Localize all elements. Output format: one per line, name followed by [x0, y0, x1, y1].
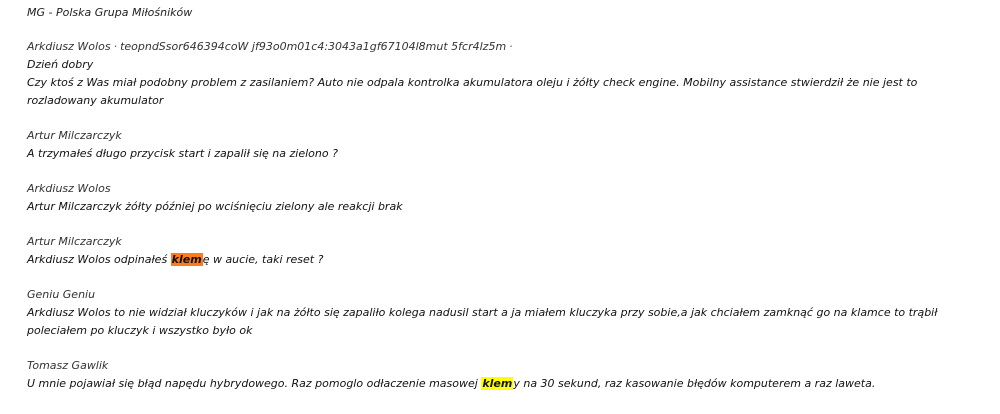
comment-author[interactable]: Tomasz Gawlik	[27, 359, 109, 372]
post-greeting: Dzień dobry	[27, 58, 94, 71]
comment-text-before: Arkdiusz Wolos odpinałeś	[27, 253, 171, 266]
comment-text: Artur Milczarczyk żółty później po wciśnięciu zielony ale reakcji brak	[27, 200, 403, 213]
search-highlight-primary: klem	[171, 253, 202, 266]
comment	[27, 357, 990, 393]
comment-text: A trzymałeś długo przycisk start i zapalił się na zielono ?	[27, 147, 338, 160]
post-author[interactable]: Arkdiusz Wolos	[27, 40, 111, 53]
comment	[27, 233, 990, 269]
comment	[27, 180, 990, 216]
comment-text-before: U mnie pojawiał się błąd napędu hybrydowego. Raz pomoglo odłaczenie masowej	[27, 377, 482, 390]
comment	[27, 127, 990, 163]
comment-text: Arkdiusz Wolos to nie widział kluczyków i jak na żółto się zapaliło kolega nadusil start a ja miałem kluczyka przy sobie,a jak chciałem zamknąć go na klamce to trąbił poleciałem po kluczyk i wszystko było ok	[27, 306, 938, 337]
separator-dot-trailing: ·	[509, 40, 513, 53]
post	[27, 38, 990, 110]
post-meta: teopndSsor646394coW jf93o0m01c4:3043a1gf67104l8mut 5fcr4lz5m	[120, 40, 507, 53]
comment-text	[27, 375, 990, 393]
comment-text	[27, 251, 990, 269]
comment-author[interactable]: Geniu Geniu	[27, 288, 96, 301]
comment-text-after: y na 30 sekund, raz kasowanie błędów komputerem a raz laweta.	[513, 377, 876, 390]
post-header	[27, 38, 990, 56]
post-body: Czy ktoś z Was miał podobny problem z zasilaniem? Auto nie odpala kontrolka akumulatora oleju i żółty check engine. Mobilny assistance stwierdził że nie jest to rozladowany akumulator	[27, 76, 918, 107]
comment	[27, 286, 990, 340]
group-title: MG - Polska Grupa Miłośników	[27, 6, 193, 19]
separator-dot: ·	[113, 40, 118, 53]
comment-author[interactable]: Artur Milczarczyk	[27, 129, 122, 142]
comment-author[interactable]: Arkdiusz Wolos	[27, 182, 111, 195]
search-highlight-secondary: klem	[482, 377, 513, 390]
comment-text-after: ę w aucie, taki reset ?	[202, 253, 324, 266]
comment-author[interactable]: Artur Milczarczyk	[27, 235, 122, 248]
